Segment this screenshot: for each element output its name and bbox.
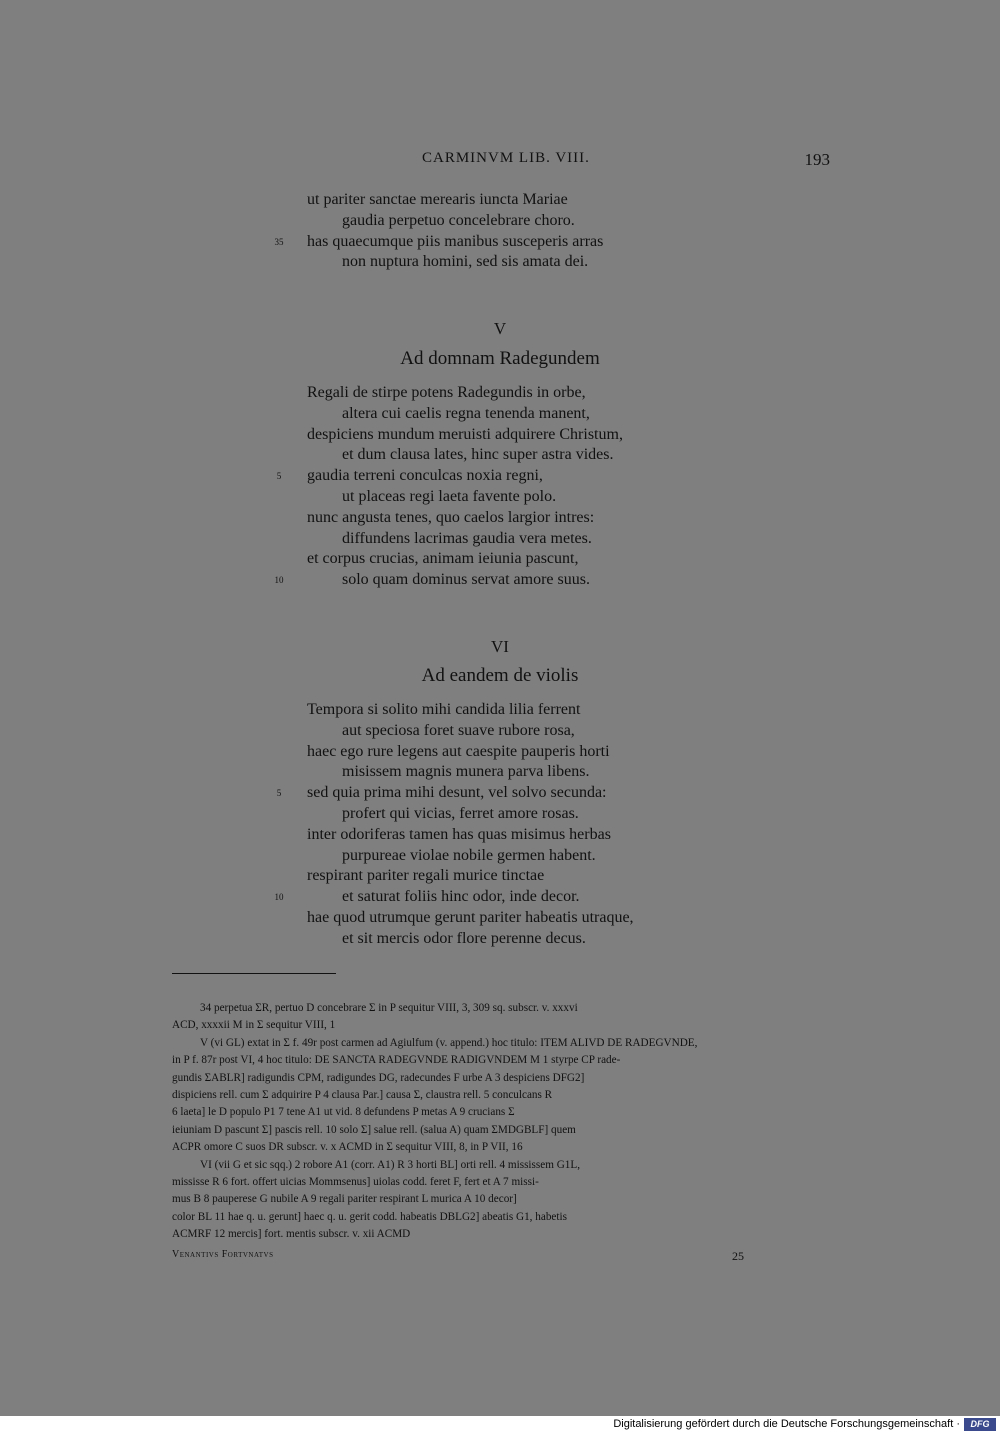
verse-line bbox=[270, 825, 730, 846]
line-number: 35 bbox=[274, 236, 284, 247]
verse-line bbox=[270, 549, 730, 570]
apparatus-line: mus B 8 pauperese G nubile A 9 regali pariter respirant L murica A 10 decor] bbox=[172, 1193, 517, 1206]
verse-line bbox=[270, 783, 730, 804]
verse-text: inter odoriferas tamen has quas misimus herbas bbox=[307, 825, 611, 843]
page-number: 193 bbox=[804, 150, 830, 169]
verse-text: Tempora si solito mihi candida lilia ferrent bbox=[307, 701, 581, 718]
verse-text: sed quia prima mihi desunt, vel solvo secunda: bbox=[307, 784, 607, 802]
apparatus-line: VI (vii G et sic sqq.) 2 robore A1 (corr. A1) R 3 horti BL] orti rell. 4 mississem G1L, bbox=[200, 1158, 581, 1171]
line-number: 5 bbox=[276, 788, 282, 799]
verse-text: nunc angusta tenes, quo caelos largior intres: bbox=[307, 508, 595, 526]
poem-title: Ad eandem de violis bbox=[421, 665, 579, 686]
verse-text: diffundens lacrimas gaudia vera metes. bbox=[342, 529, 592, 547]
verse-line bbox=[270, 742, 730, 763]
verse-block-continuation bbox=[270, 190, 730, 273]
verse-text: et dum clausa lates, hinc super astra vides. bbox=[342, 446, 614, 464]
apparatus-line: ieiuniam D pascunt Σ] pascis rell. 10 solo Σ] salue rell. (salua A) quam ΣMDGBLF] quem bbox=[172, 1123, 576, 1136]
apparatus-line: ACD, xxxxii M in Σ sequitur VIII, 1 bbox=[172, 1019, 336, 1032]
running-title: CARMINVM LIB. VIII. bbox=[422, 150, 590, 166]
poem-title: Ad domnam Radegundem bbox=[400, 348, 600, 369]
funding-notice: Digitalisierung gefördert durch die Deutsche Forschungsgemeinschaft · bbox=[613, 1418, 960, 1430]
poem-number: V bbox=[493, 319, 507, 338]
gathering-number: 25 bbox=[732, 1249, 744, 1263]
apparatus-line: ACMRF 12 mercis] fort. mentis subscr. v. xii ACMD bbox=[172, 1228, 411, 1241]
verse-text: despiciens mundum meruisti adquirere Christum, bbox=[307, 425, 623, 443]
verse-line bbox=[270, 804, 730, 825]
verse-line bbox=[270, 700, 730, 721]
verse-line bbox=[270, 762, 730, 783]
line-number: 10 bbox=[274, 892, 284, 903]
signature-mark: Venantivs Fortvnatvs bbox=[172, 1249, 274, 1260]
verse-text: hae quod utrumque gerunt pariter habeatis utraque, bbox=[307, 908, 634, 926]
line-number: 10 bbox=[274, 575, 284, 586]
apparatus-line: 34 perpetua ΣR, pertuo D concebrare Σ in P sequitur VIII, 3, 309 sq. subscr. v. xxxvi bbox=[200, 1002, 578, 1014]
verse-text: et sit mercis odor flore perenne decus. bbox=[342, 929, 586, 947]
verse-line bbox=[270, 383, 730, 404]
verse-text: has quaecumque piis manibus susceperis arras bbox=[307, 232, 604, 250]
verse-text: ut pariter sanctae merearis iuncta Mariae bbox=[307, 191, 568, 208]
verse-line bbox=[270, 466, 730, 487]
apparatus-line: mississe R 6 fort. offert uicias Mommsenus] uiolas codd. feret F, fert et A 7 missi- bbox=[172, 1175, 539, 1188]
verse-line bbox=[270, 445, 730, 466]
verse-block-poem-vi bbox=[270, 700, 730, 950]
verse-line bbox=[270, 487, 730, 508]
verse-text: gaudia terreni conculcas noxia regni, bbox=[307, 467, 543, 485]
poem-number: VI bbox=[491, 637, 509, 656]
verse-line bbox=[270, 529, 730, 550]
verse-line bbox=[270, 404, 730, 425]
verse-line bbox=[270, 570, 730, 591]
verse-line bbox=[270, 211, 730, 232]
verse-text: solo quam dominus servat amore suus. bbox=[342, 571, 590, 589]
verse-line bbox=[270, 190, 730, 211]
apparatus-line: gundis ΣABLR] radigundis CPM, radigundes DG, radecundes F urbe A 3 despiciens DFG2] bbox=[172, 1071, 585, 1084]
footnote-rule bbox=[172, 973, 336, 974]
apparatus-line: color BL 11 hae q. u. gerunt] haec q. u. gerit codd. habeatis DBLG2] abeatis G1, habetis bbox=[172, 1210, 567, 1223]
verse-text: misissem magnis munera parva libens. bbox=[342, 763, 590, 781]
funding-bar bbox=[0, 1416, 1000, 1434]
dfg-logo-icon: DFG bbox=[964, 1418, 996, 1431]
verse-text: respirant pariter regali murice tinctae bbox=[307, 867, 545, 885]
verse-line bbox=[270, 887, 730, 908]
apparatus-line: ACPR omore C suos DR subscr. v. x ACMD in Σ sequitur VIII, 8, in P VII, 16 bbox=[172, 1141, 523, 1154]
verse-text: altera cui caelis regna tenenda manent, bbox=[342, 404, 590, 422]
verse-line bbox=[270, 908, 730, 929]
verse-text: haec ego rure legens aut caespite pauperis horti bbox=[307, 742, 610, 760]
critical-apparatus bbox=[172, 1000, 828, 1243]
verse-line bbox=[270, 425, 730, 446]
verse-text: Regali de stirpe potens Radegundis in orbe, bbox=[307, 384, 586, 401]
page-footer bbox=[172, 1249, 744, 1267]
verse-line bbox=[270, 252, 730, 273]
verse-line bbox=[270, 721, 730, 742]
apparatus-line: V (vi GL) extat in Σ f. 49r post carmen ad Agiulfum (v. append.) hoc titulo: ITEM ALIVD DE RADEGVNDE, bbox=[200, 1036, 698, 1049]
verse-text: et saturat foliis hinc odor, inde decor. bbox=[342, 888, 580, 906]
verse-text: non nuptura homini, sed sis amata dei. bbox=[342, 253, 589, 271]
verse-block-poem-v bbox=[270, 383, 730, 591]
verse-line bbox=[270, 846, 730, 867]
verse-text: profert qui vicias, ferret amore rosas. bbox=[342, 804, 579, 822]
running-head bbox=[0, 150, 1000, 174]
apparatus-line: 6 laeta] le D populo P1 7 tene A1 ut vid. 8 defundens P metas A 9 crucians Σ bbox=[172, 1106, 515, 1119]
verse-line bbox=[270, 929, 730, 950]
verse-line bbox=[270, 508, 730, 529]
verse-text: et corpus crucias, animam ieiunia pascunt, bbox=[307, 550, 579, 568]
verse-text: gaudia perpetuo concelebrare choro. bbox=[342, 211, 575, 229]
verse-text: ut placeas regi laeta favente polo. bbox=[342, 487, 557, 505]
verse-text: purpureae violae nobile germen habent. bbox=[342, 846, 596, 864]
verse-text: aut speciosa foret suave rubore rosa, bbox=[342, 721, 575, 739]
line-number: 5 bbox=[276, 471, 282, 482]
apparatus-line: dispiciens rell. cum Σ adquirire P 4 clausa Par.] causa Σ, claustra rell. 5 conculcans R bbox=[172, 1088, 553, 1101]
verse-line bbox=[270, 866, 730, 887]
apparatus-line: in P f. 87r post VI, 4 hoc titulo: DE SANCTA RADEGVNDE RADIGVNDEM M 1 styrpe CP rade- bbox=[172, 1054, 621, 1067]
verse-line bbox=[270, 232, 730, 253]
